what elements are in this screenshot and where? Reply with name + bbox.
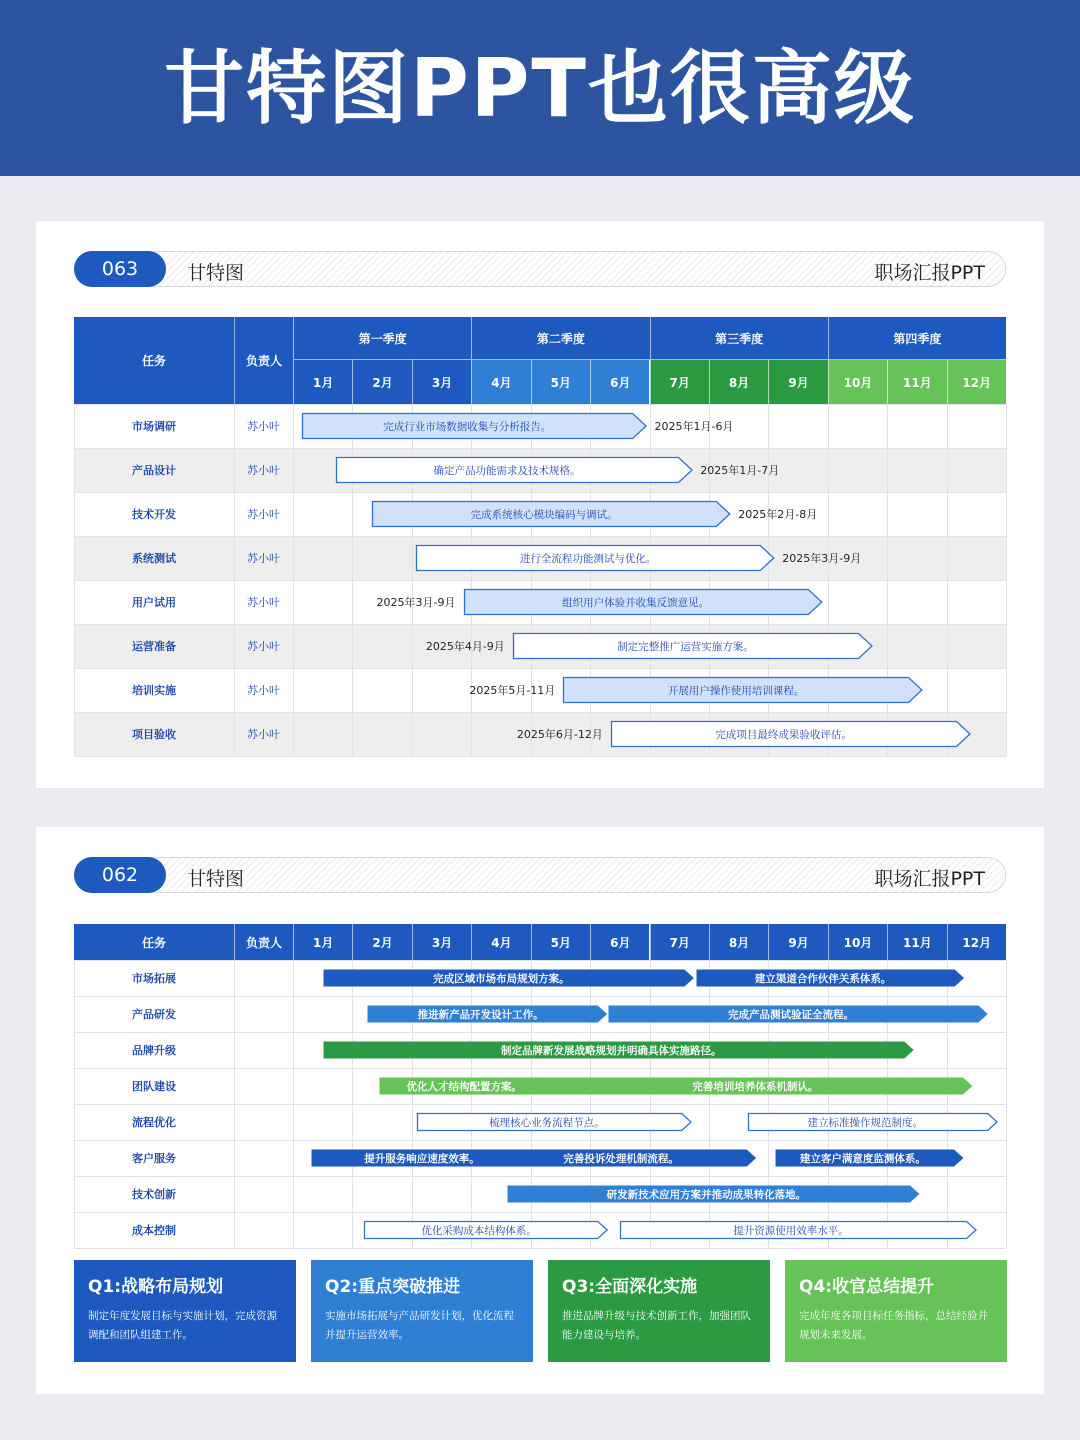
quarter-header: 第二季度 [471,317,649,360]
quarter-card [548,1260,770,1362]
quarter-header: 第一季度 [293,317,471,360]
quarter-header: 第四季度 [828,317,1006,360]
task-owner: 苏小叶 [247,508,280,521]
quarter-card [311,1260,533,1362]
task-bar-label: 完成区域市场布局规划方案。 [433,972,570,985]
quarter-card [74,1260,296,1362]
task-bar-label: 提升资源使用效率水平。 [733,1224,849,1237]
task-bar [302,413,647,439]
task-bar-label: 建立标准操作规范制度。 [807,1116,924,1129]
task-bar [775,1149,964,1167]
gantt-card-063 [36,221,1044,788]
task-date: 2025年3月-9月 [782,552,862,565]
card-title: 甘特图 [187,868,245,890]
task-bar-label: 完成项目最终成果验收评估。 [715,728,852,741]
task-owner: 苏小叶 [247,684,280,697]
gantt-chart-monthly [74,924,1006,1248]
task-bar-label: 组织用户体验并收集反馈意见。 [562,596,710,609]
task-bar [507,1185,920,1203]
month-header: 12月 [947,924,1006,960]
task-bar [696,969,965,987]
task-date: 2025年4月-9月 [425,640,505,653]
task-bar [748,1113,998,1131]
task-bar [417,1113,692,1131]
task-bar [500,1149,757,1167]
quarter-card-title: Q3:全面深化实施 [562,1277,698,1297]
task-bar-label: 建立渠道合作伙伴关系体系。 [754,972,892,985]
brand-label: 职场汇报PPT [874,262,985,284]
task-owner: 苏小叶 [247,728,280,741]
gantt-card-062 [36,827,1044,1394]
quarter-header: 第三季度 [650,317,828,360]
quarter-card-title: Q4:收官总结提升 [799,1277,935,1297]
quarter-card-desc: 推进品牌升级与技术创新工作，加强团队能力建设与培养。 [562,1310,751,1341]
gantt-chart-quarterly [74,317,1006,756]
task-bar [416,545,774,571]
task-name: 客户服务 [132,1152,176,1165]
month-header: 9月 [768,360,827,404]
task-name: 市场调研 [132,420,176,433]
task-name: 产品设计 [132,464,176,477]
task-bar-label: 开展用户操作使用培训课程。 [667,684,805,697]
month-header: 1月 [293,360,352,404]
task-owner: 苏小叶 [247,596,280,609]
task-bar [323,969,694,987]
task-owner: 苏小叶 [247,420,280,433]
card-header [74,251,1006,287]
month-header: 2月 [352,924,411,960]
task-bar-label: 制定品牌新发展战略规划并明确具体实施路径。 [501,1044,722,1057]
grid-line [74,1248,1006,1249]
month-header: 6月 [590,924,649,960]
task-name: 产品研发 [132,1008,176,1021]
month-header: 9月 [768,924,827,960]
task-bar-label: 梳理核心业务流程节点。 [489,1116,605,1129]
task-bar [620,1221,977,1239]
month-header: 2月 [352,360,411,404]
task-bar-label: 优化采购成本结构体系。 [421,1224,537,1237]
task-bar [372,501,730,527]
slide-number-badge: 063 [74,251,166,287]
month-header: 11月 [887,924,946,960]
task-bar [464,589,822,615]
quarter-card-desc: 完成年度各项目标任务指标，总结经验并规划未来发展。 [799,1310,988,1341]
task-bar-label: 完善培训培养体系机制认。 [692,1080,819,1093]
header-task: 任务 [74,317,234,404]
task-owner: 苏小叶 [247,464,280,477]
grid-line [1006,404,1007,756]
task-owner: 苏小叶 [247,552,280,565]
task-date: 2025年6月-12月 [516,728,603,741]
month-header: 3月 [412,924,471,960]
task-name: 用户试用 [132,596,176,609]
month-header: 12月 [947,360,1006,404]
quarter-card-desc: 实施市场拓展与产品研发计划，优化流程并提升运营效率。 [325,1310,514,1341]
task-date: 2025年5月-11月 [469,684,556,697]
task-bar [513,633,872,659]
header-owner: 负责人 [234,317,293,404]
task-name: 培训实施 [132,684,176,697]
task-name: 技术创新 [132,1188,176,1201]
month-header: 8月 [709,360,768,404]
task-bar-label: 确定产品功能需求及技术规格。 [433,464,581,477]
task-name: 品牌升级 [132,1044,176,1057]
quarter-card [785,1260,1007,1362]
task-name: 市场拓展 [132,972,176,985]
card-title: 甘特图 [187,262,245,284]
month-header: 10月 [828,360,887,404]
task-bar [364,1221,608,1239]
task-bar [367,1005,608,1023]
header-task: 任务 [74,924,234,960]
task-date: 2025年2月-8月 [738,508,818,521]
task-name: 团队建设 [132,1080,176,1093]
month-header: 10月 [828,924,887,960]
header-owner: 负责人 [234,924,293,960]
task-owner: 苏小叶 [247,640,280,653]
task-bar-label: 提升服务响应速度效率。 [364,1152,480,1165]
month-header: 6月 [590,360,649,404]
task-bar-label: 完成行业市场数据收集与分析报告。 [383,420,552,433]
month-header: 4月 [471,924,530,960]
quarter-card-title: Q1:战略布局规划 [88,1277,224,1297]
month-header: 5月 [531,360,590,404]
task-name: 技术开发 [132,508,176,521]
title-banner [0,0,1080,176]
month-header: 7月 [650,924,709,960]
month-header: 8月 [709,924,768,960]
month-header: 4月 [471,360,530,404]
task-bar [379,1077,563,1095]
month-header: 1月 [293,924,352,960]
task-bar [551,1077,973,1095]
task-bar-label: 研发新技术应用方案并推动成果转化落地。 [606,1188,807,1201]
grid-line [74,756,1006,757]
slide-number-badge: 062 [74,857,166,893]
task-bar [608,1005,988,1023]
task-name: 项目验收 [132,728,176,741]
brand-label: 职场汇报PPT [874,868,985,890]
month-header: 7月 [650,360,709,404]
card-header [74,857,1006,893]
task-name: 系统测试 [132,552,176,565]
task-date: 2025年1月-7月 [700,464,780,477]
task-bar-label: 推进新产品开发设计工作。 [417,1008,544,1021]
task-bar [611,721,970,747]
grid-line [1006,960,1007,1248]
task-bar [323,1041,914,1059]
quarter-card-desc: 制定年度发展目标与实施计划，完成资源调配和团队组建工作。 [88,1310,277,1341]
task-name: 成本控制 [132,1224,176,1237]
task-name: 运营准备 [132,640,176,653]
task-bar-label: 进行全流程功能测试与优化。 [519,552,657,565]
task-date: 2025年1月-6月 [654,420,734,433]
task-bar-label: 完成系统核心模块编码与调试。 [470,508,618,521]
task-bar [336,457,693,483]
task-bar-label: 建立客户满意度监测体系。 [799,1152,926,1165]
task-bar [563,677,922,703]
task-bar-label: 制定完整推广运营实施方案。 [617,640,754,653]
task-bar-label: 完善投诉处理机制流程。 [563,1152,679,1165]
month-header: 3月 [412,360,471,404]
task-bar-label: 优化人才结构配置方案。 [406,1080,522,1093]
month-header: 11月 [887,360,946,404]
task-bar-label: 完成产品测试验证全流程。 [728,1008,855,1021]
quarter-card-title: Q2:重点突破推进 [325,1277,461,1297]
month-header: 5月 [531,924,590,960]
task-date: 2025年3月-9月 [376,596,456,609]
task-name: 流程优化 [132,1116,176,1129]
page-title: 甘特图PPT也很高级 [164,41,916,135]
